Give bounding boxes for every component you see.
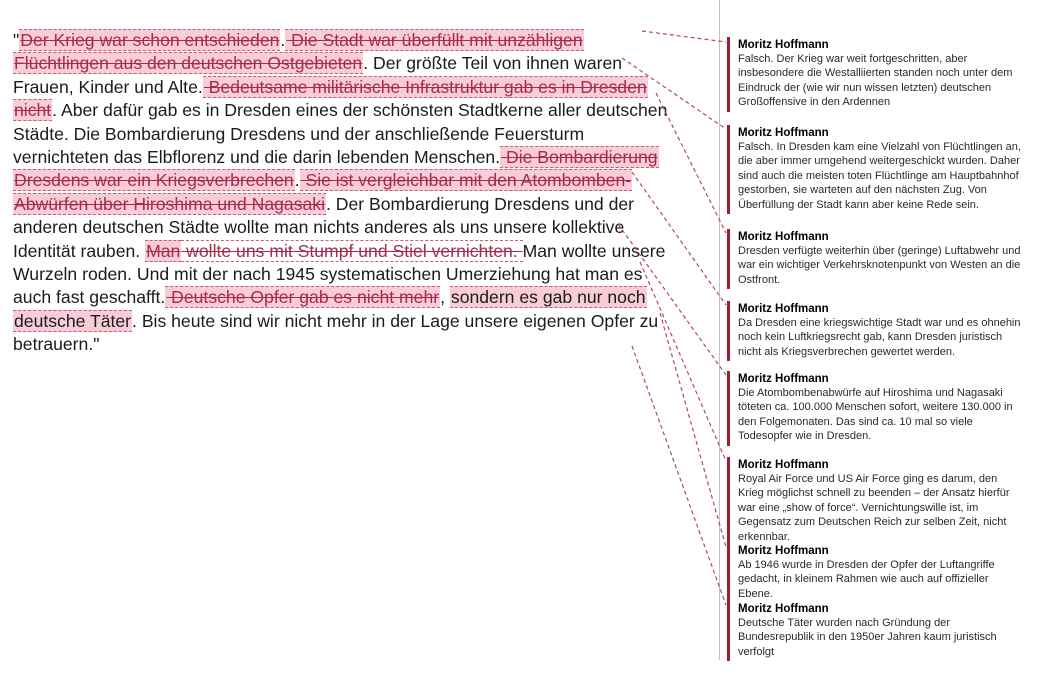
deleted-text-segment[interactable]: Die Stadt war überfüllt mit unzähligen Flüchtlingen aus den deutschen Ostgebieten: [14, 30, 583, 74]
deleted-text-segment[interactable]: Der Krieg war schon entschieden: [20, 30, 280, 50]
comment-author: Moritz Hoffmann: [738, 231, 829, 243]
comment-author: Moritz Hoffmann: [738, 373, 829, 385]
text-segment: ": [13, 30, 20, 50]
deleted-text-segment[interactable]: Deutsche Opfer gab es nicht mehr: [166, 287, 440, 308]
deleted-text-segment[interactable]: Man: [146, 240, 181, 261]
deleted-text-segment[interactable]: Bedeutsame militärische Infrastruktur gab es in Dresden nicht: [14, 76, 647, 121]
comment-text: Die Atombombenabwürfe auf Hiroshima und Nagasaki töteten ca. 100.000 Menschen sofort, weitere 130.000 in den Folgemonaten. Das sind ca. 10 mal so viele Todesopfer wie in Dresden.: [738, 387, 1013, 443]
text-segment: . Der größte Teil von ihnen waren Frauen, Kinder und Alte.: [13, 53, 623, 97]
comment-anchor-text[interactable]: sondern es gab nur noch deutsche Täter: [14, 287, 646, 331]
comment-text: Da Dresden eine kriegswichtige Stadt war und es ohnehin noch kein Luftkriegsrecht gab, kann Dresden juristisch nicht als Kriegsverbrechen gewertet werden.: [738, 317, 1021, 358]
comments-pane-divider: [719, 0, 720, 660]
comment-text: Royal Air Force und US Air Force ging es darum, den Krieg möglichst schnell zu beenden – der Ansatz hierfür war eine „show of force“. Vernichtungswille ist, im Gegensatz zum Deutschen Reich zur selben Zeit, nicht erkennbar.: [738, 473, 1010, 543]
comment-card[interactable]: [727, 229, 1023, 289]
comment-text: Falsch. Der Krieg war weit fortgeschritten, aber insbesondere die Westalliierten standen noch unter dem Eindruck der (wie wir nun wissen letzten) deutschen Großoffensive in den Ardennen: [738, 53, 1013, 109]
comment-card[interactable]: [727, 125, 1023, 214]
comment-connector-line: [632, 346, 726, 605]
text-segment: ,: [440, 287, 450, 308]
text-segment: Man wollte unsere Wurzeln roden. Und mit der nach 1945 systematischen Umerziehung hat man es auch fast geschafft.: [13, 240, 666, 308]
document-paragraph[interactable]: [13, 29, 671, 357]
text-segment: . Aber dafür gab es in Dresden eines der schönsten Stadtkerne aller deutschen Städte. Die Bombardierung Dresdens und der anschließende Feuersturm vernichteten das Elbflorenz und die darin lebenden Menschen.: [13, 100, 668, 168]
comment-author: Moritz Hoffmann: [738, 303, 829, 315]
comment-author: Moritz Hoffmann: [738, 127, 829, 139]
comment-card[interactable]: [727, 371, 1023, 446]
comment-text: Dresden verfügte weiterhin über (geringe) Luftabwehr und war ein wichtiger Verkehrsknotenpunkt von Westen an die Ostfront.: [738, 245, 1021, 286]
comment-card[interactable]: [727, 457, 1023, 546]
comment-author: Moritz Hoffmann: [738, 545, 829, 557]
comment-text: Deutsche Täter wurden nach Gründung der Bundesrepublik in den 1950er Jahren kaum juristisch verfolgt: [738, 617, 997, 658]
comment-card[interactable]: [727, 543, 1023, 603]
comment-card[interactable]: [727, 37, 1023, 112]
comment-author: Moritz Hoffmann: [738, 459, 829, 471]
comment-text: Falsch. In Dresden kam eine Vielzahl von Flüchtlingen an, die aber immer umgehend weitergeschickt wurden. Daher sind auch die meisten toten Flüchtlinge am Hauptbahnhof gestorben, sie warteten auf den nächsten Zug. Von Überfüllung der Stadt kann aber keine Rede sein.: [738, 141, 1021, 211]
comment-author: Moritz Hoffmann: [738, 39, 829, 51]
deleted-text-segment[interactable]: wollte uns mit Stumpf und Stiel vernichten.: [181, 240, 523, 261]
deleted-text-segment[interactable]: Sie ist vergleichbar mit den Atombomben-Abwürfen über Hiroshima und Nagasaki: [14, 170, 632, 214]
comment-author: Moritz Hoffmann: [738, 603, 829, 615]
text-segment: . Der Bombardierung Dresdens und der anderen deutschen Städte wollte man nichts anderes als uns unsere kollektive Identität rauben.: [13, 193, 635, 261]
text-segment: .: [294, 170, 300, 191]
text-segment: . Bis heute sind wir nicht mehr in der Lage unsere eigenen Opfer zu betrauern.": [13, 310, 659, 355]
text-segment: .: [280, 30, 286, 50]
comment-card[interactable]: [727, 601, 1023, 661]
comment-card[interactable]: [727, 301, 1023, 361]
comment-text: Ab 1946 wurde in Dresden der Opfer der Luftangriffe gedacht, in kleinem Rahmen wie auch auf offizieller Ebene.: [738, 559, 995, 600]
deleted-text-segment[interactable]: Die Bombardierung Dresdens war ein Kriegsverbrechen: [14, 147, 658, 191]
